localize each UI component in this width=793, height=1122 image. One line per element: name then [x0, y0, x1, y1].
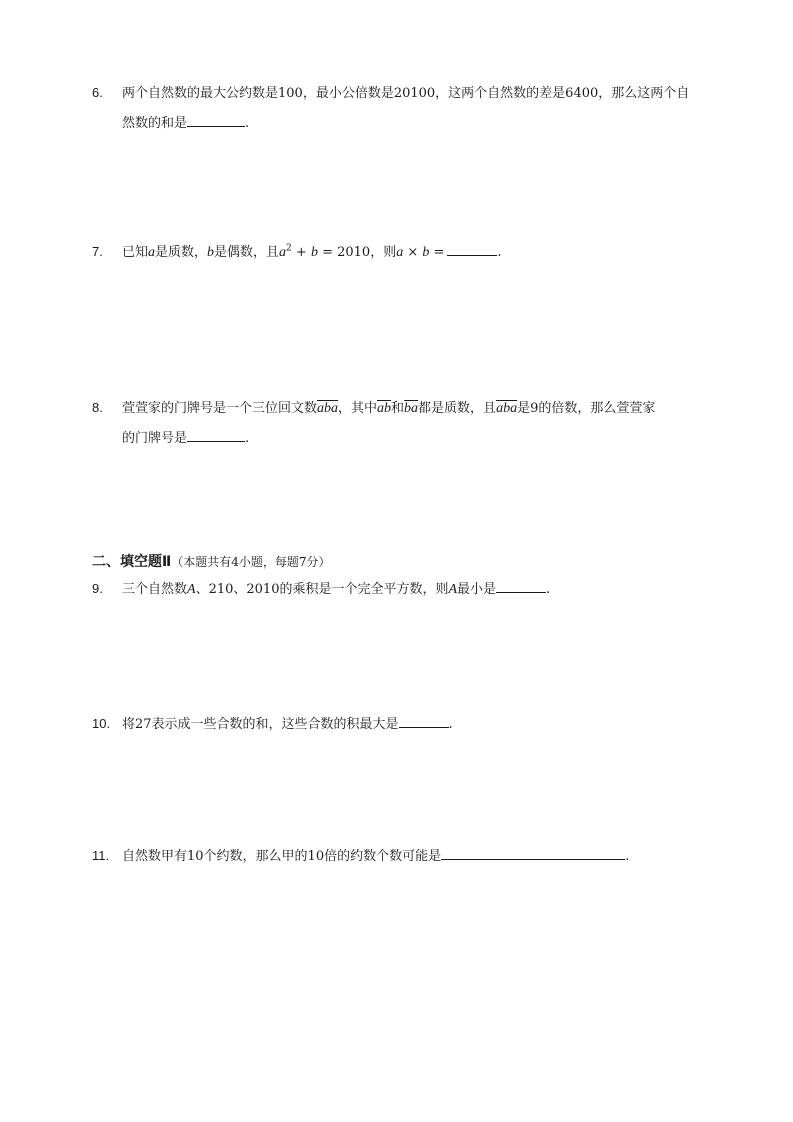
problem-text: 然数的和是: [122, 116, 188, 131]
problem-text: ，其中: [338, 401, 378, 416]
period: .: [497, 245, 502, 260]
problem-text: 将27表示成一些合数的和，这些合数的积最大是: [122, 717, 399, 732]
problem-text: 三个自然数: [122, 582, 188, 597]
answer-blank[interactable]: [441, 845, 625, 860]
problem-text: 和: [391, 401, 405, 416]
math-operator: ×: [403, 245, 423, 260]
period: .: [245, 431, 250, 446]
section-title: 二、填空题Ⅱ: [92, 554, 172, 570]
math-operator: +: [291, 245, 311, 260]
problem-text: 、210、2010的乘积是一个完全平方数，则: [195, 582, 449, 597]
math-overline-aba: $\overline{aba}$: [317, 401, 339, 416]
problem-11: [92, 841, 732, 872]
problem-text: 最小是: [457, 582, 497, 597]
math-variable-b: b: [422, 245, 430, 260]
answer-blank[interactable]: [496, 578, 546, 593]
period: .: [546, 582, 551, 597]
math-variable-a: a: [279, 245, 287, 260]
math-variable-a: a: [148, 245, 156, 260]
problem-6: [92, 78, 732, 139]
answer-blank[interactable]: [187, 112, 245, 127]
answer-blank[interactable]: [399, 713, 449, 728]
problem-text: 已知: [122, 245, 149, 260]
answer-blank[interactable]: [447, 241, 497, 256]
problem-number: 7.: [92, 244, 103, 259]
math-operator: =: [429, 245, 445, 260]
math-overline-ab: $\overline{ab}$: [377, 401, 392, 416]
section-heading: [92, 550, 331, 575]
math-variable-A: A: [448, 582, 458, 597]
period: .: [625, 849, 630, 864]
problem-text: 两个自然数的最大公约数是100，最小公倍数是20100，这两个自然数的差是6400，那么这两个自: [122, 86, 690, 101]
period: .: [448, 717, 453, 732]
period: .: [245, 116, 250, 131]
problem-text: 萱萱家的门牌号是一个三位回文数: [122, 401, 318, 416]
problem-number: 11.: [92, 848, 110, 863]
problem-8: [92, 393, 732, 454]
math-overline-ba: $\overline{ba}$: [404, 401, 419, 416]
problem-text: 是质数，: [155, 245, 208, 260]
problem-number: 9.: [92, 581, 103, 596]
math-variable-A: A: [187, 582, 196, 597]
problem-text: 是偶数，且: [214, 245, 280, 260]
problem-number: 8.: [92, 400, 103, 415]
problem-9: [92, 574, 732, 605]
math-variable-b: b: [207, 245, 215, 260]
math-variable-a: a: [396, 245, 404, 260]
problem-text: = 2010，则: [317, 245, 397, 260]
math-overline-aba: $\overline{aba}$: [496, 401, 518, 416]
problem-7: [92, 237, 732, 268]
problem-text: 都是质数，且: [418, 401, 497, 416]
math-variable-b: b: [310, 245, 318, 260]
problem-number: 6.: [92, 85, 103, 100]
section-note: （本题共有4小题，每题7分）: [171, 555, 331, 569]
exponent: 2: [286, 243, 292, 254]
problem-number: 10.: [92, 716, 111, 731]
problem-text: 的门牌号是: [122, 431, 188, 446]
problem-text: 自然数甲有10个约数，那么甲的10倍的约数个数可能是: [122, 849, 442, 864]
problem-text: 是9的倍数，那么萱萱家: [517, 401, 656, 416]
answer-blank[interactable]: [187, 427, 245, 442]
problem-10: [92, 709, 732, 740]
